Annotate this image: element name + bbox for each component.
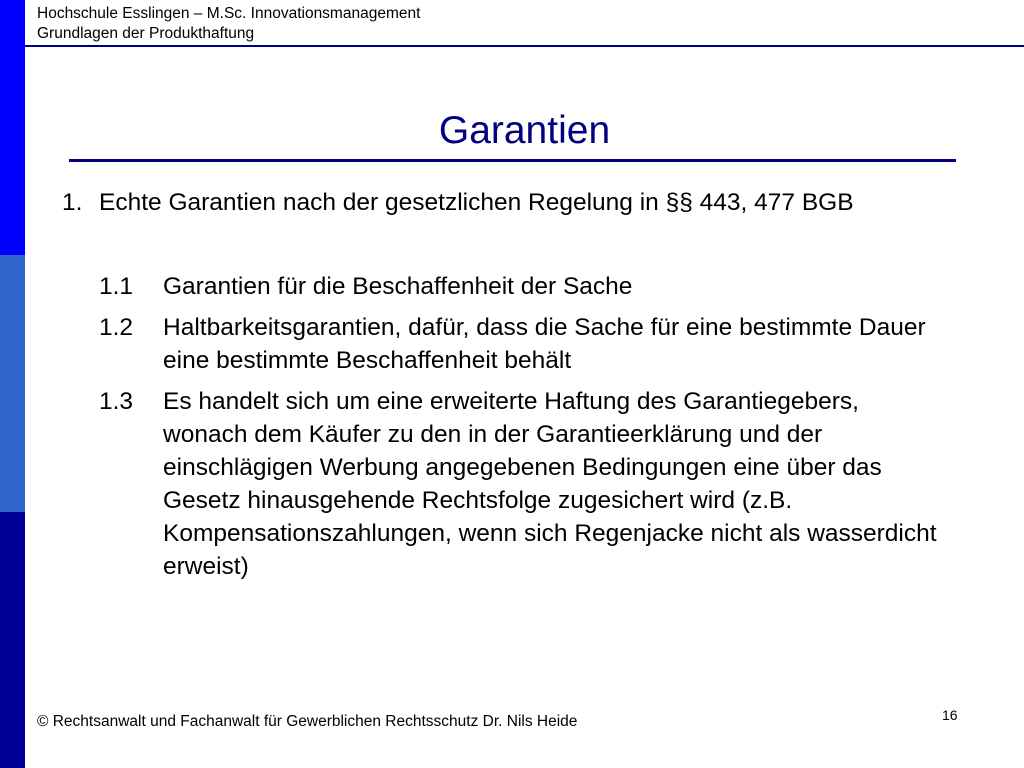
sub-item-number: 1.2 — [99, 314, 134, 341]
list-item-number: 1. — [62, 189, 83, 216]
slide-title: Garantien — [438, 109, 611, 152]
header-line-1: Hochschule Esslingen – M.Sc. Innovationsmanagement — [37, 5, 421, 22]
title-underline — [69, 159, 956, 162]
header-divider — [25, 45, 1024, 47]
sub-item-text: Garantien für die Beschaffenheit der Sache — [163, 273, 633, 300]
side-bar-top — [0, 0, 25, 255]
side-bar-bottom — [0, 512, 25, 768]
list-item-text: Echte Garantien nach der gesetzlichen Regelung in §§ 443, 477 BGB — [99, 189, 854, 216]
sub-item-1-3 — [99, 385, 942, 583]
sub-item-number: 1.3 — [99, 388, 134, 415]
sub-item-text: Es handelt sich um eine erweiterte Haftung des Garantiegebers, wonach dem Käufer zu den in der Garantieerklärung und der einschlägigen Werbung angegebenen Bedingungen eine über das Gesetz hinausgehende Rechtsfolge zugesichert wird (z.B. Kompensationszahlungen, wenn sich Regenjacke nicht als wasserdicht erweist) — [163, 388, 937, 580]
list-item-1 — [62, 186, 942, 219]
slide-header — [37, 4, 420, 44]
page-number: 16 — [942, 707, 958, 723]
footer-copyright: © Rechtsanwalt und Fachanwalt für Gewerblichen Rechtsschutz Dr. Nils Heide — [37, 713, 578, 730]
sub-item-1-2 — [99, 311, 942, 377]
slide-content — [62, 186, 942, 583]
sub-item-number: 1.1 — [99, 273, 134, 300]
sub-item-text: Haltbarkeitsgarantien, dafür, dass die Sache für eine bestimmte Dauer eine bestimmte Beschaffenheit behält — [163, 314, 926, 374]
header-line-2: Grundlagen der Produkthaftung — [37, 25, 255, 42]
side-bar-middle — [0, 255, 25, 512]
sub-item-1-1 — [99, 270, 942, 303]
